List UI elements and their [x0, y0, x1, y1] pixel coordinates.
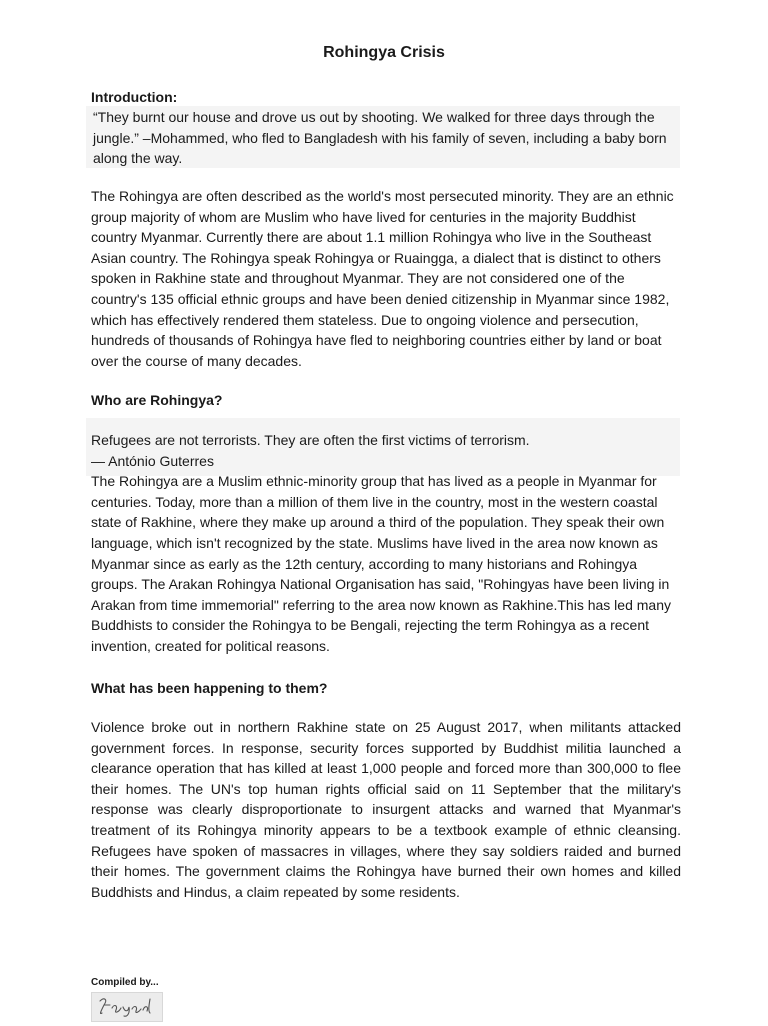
happening-body — [91, 717, 681, 902]
intro-body-text: The Rohingya are often described as the world's most persecuted minority. They are an ethnic group majority of whom are Muslim who have lived for centuries in the majority Buddhist country Myanmar. Currently there are about 1.1 million Rohingya who live in the Southeast Asian country. The Rohingya speak Rohingya or Ruaingga, a dialect that is distinct to others spoken in Rakhine state and throughout Myanmar. They are not considered one of the country's 135 official ethnic groups and have been denied citizenship in Myanmar since 1982, which has effectively rendered them stateless. Due to ongoing violence and persecution, hundreds of thousands of Rohingya have fled to neighboring countries either by land or boat over the course of many decades. — [91, 188, 674, 369]
signature-scribble — [92, 993, 162, 1021]
who-section — [91, 430, 681, 657]
who-quote-text: Refugees are not terrorists. They are often the first victims of terrorism. — [91, 432, 530, 448]
signature-image — [91, 992, 163, 1022]
who-body-text: The Rohingya are a Muslim ethnic-minority group that has lived as a people in Myanmar for centuries. Today, more than a million of them live in the country, most in the western coastal state of Rakhine, where they make up around a third of the population. They speak their own language, which isn't recognized by the state. Muslims have lived in the area now known as Myanmar since as early as the 12th century, according to many historians and Rohingya groups. The Arakan Rohingya National Organisation has said, "Rohingyas have been living in Arakan from time immemorial" referring to the area now known as Rakhine.This has led many Buddhists to consider the Rohingya to be Bengali, rejecting the term Rohingya as a recent invention, created for political reasons. — [91, 473, 671, 654]
happening-body-text: Violence broke out in northern Rakhine state on 25 August 2017, when militants attacked government forces. In response, security forces supported by Buddhist militia launched a clearance operation that has killed at least 1,000 people and forced more than 300,000 to flee their homes. The UN's top human rights official said on 11 September that the military's response was clearly disproportionate to insurgent attacks and warned that Myanmar's treatment of its Rohingya minority appears to be a textbook example of ethnic cleansing. Refugees have spoken of massacres in villages, where they say soldiers raided and burned their homes. The government claims the Rohingya have burned their own homes and killed Buddhists and Hindus, a claim repeated by some residents. — [91, 719, 681, 900]
section-heading-introduction: Introduction: — [91, 89, 178, 105]
intro-quote — [91, 107, 681, 169]
compiled-by-label: Compiled by... — [91, 977, 159, 988]
who-quote-author: — António Guterres — [91, 452, 214, 469]
intro-quote-text: “They burnt our house and drove us out by shooting. We walked for three days through the jungle.” –Mohammed, who fled to Bangladesh with his family of seven, including a baby born along the way. — [93, 109, 667, 167]
section-heading-happening: What has been happening to them? — [91, 680, 328, 696]
section-heading-who: Who are Rohingya? — [91, 392, 223, 408]
page-title: Rohingya Crisis — [323, 44, 445, 61]
intro-body — [91, 186, 681, 371]
